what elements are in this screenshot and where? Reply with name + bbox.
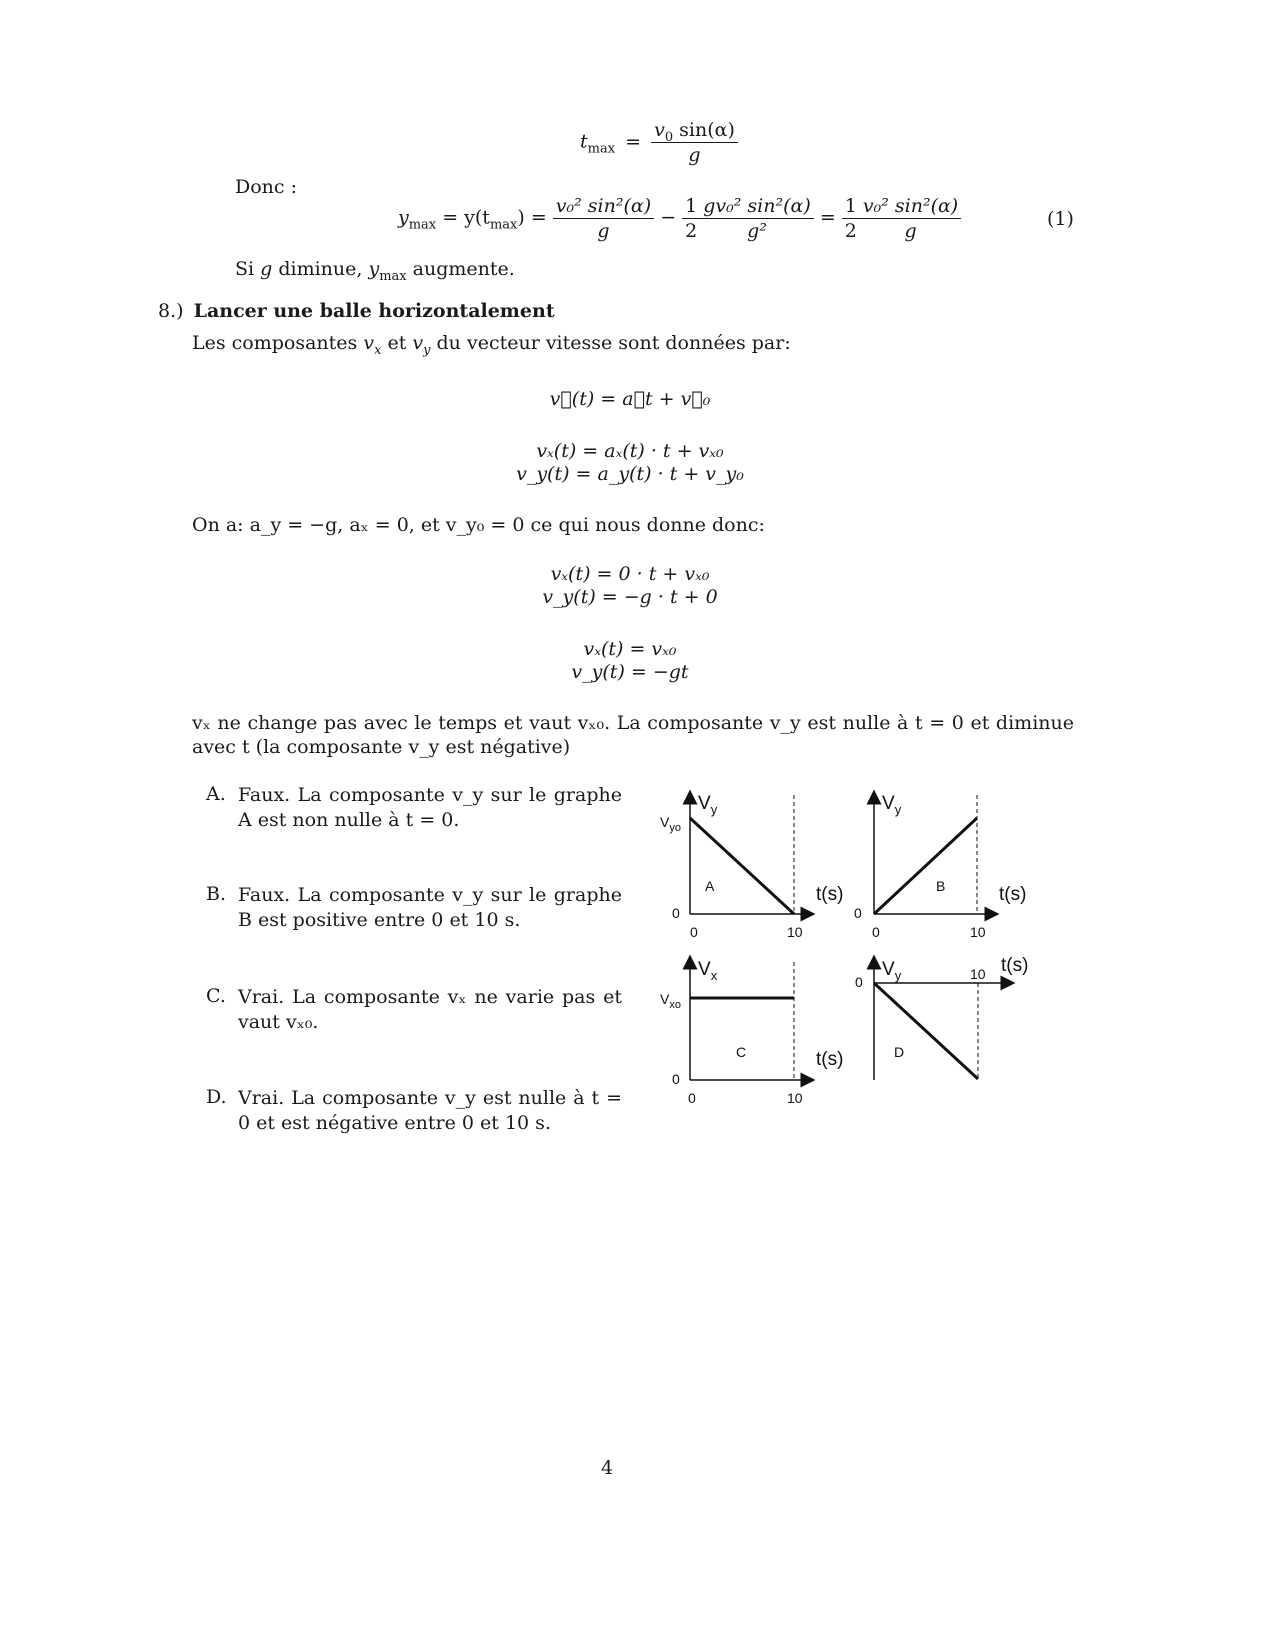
- section-title: Lancer une balle horizontalement: [193, 300, 555, 322]
- graph-a-line: [690, 818, 794, 914]
- option-b: B. Faux. La composante v_y sur le graphe B est positive entre 0 et 10 s.: [206, 883, 622, 931]
- equation-number: (1): [1047, 208, 1074, 230]
- graph-a-x10: 10: [787, 924, 803, 940]
- graph-c-ylabel: $V_x$: [698, 959, 718, 983]
- graph-c-x10: 10: [787, 1090, 803, 1106]
- si-g-text: Si g diminue, $y_{max}$ augmente.: [235, 258, 515, 284]
- graph-c-t-label: t(s): [816, 1049, 844, 1070]
- equation-ymax: $y_{max} = y(t_{max})$ = $\frac{\text{v₀² sin²(α)}}{g}$ − $\frac{1}{2}$ $\frac{\text{gv₀² sin²(α)}}{\text{g²}}$ = $\frac{1}{2}$ $\frac{\text{v₀² sin²(α)}}{g}$: [398, 194, 958, 243]
- equation-vy-final: v_y(t) = −gt: [571, 661, 689, 683]
- graph-b-ylabel: $V_y$: [882, 793, 902, 817]
- graph-d-line: [874, 983, 978, 1079]
- intro-text: Les composantes $v_x$ et $v_y$ du vecteur vitesse sont données par:: [192, 332, 791, 358]
- graph-a-ylabel: $V_y$: [698, 793, 718, 817]
- graph-a-origin: 0: [672, 905, 680, 921]
- graph-b-line: [874, 818, 977, 914]
- on-a-text: On a: a_y = −g, aₓ = 0, et v_y₀ = 0 ce qui nous donne donc:: [192, 514, 765, 536]
- graph-c-label: C: [736, 1044, 747, 1060]
- section-number: 8.): [158, 300, 184, 322]
- graph-c-origin: 0: [672, 1071, 680, 1087]
- graph-b-x0: 0: [872, 924, 880, 940]
- equation-vy-general: v_y(t) = a_y(t) · t + v_y₀: [516, 463, 744, 485]
- page-number: 4: [600, 1457, 614, 1479]
- graph-a-t-label: t(s): [816, 884, 844, 905]
- option-d: D. Vrai. La composante v_y est nulle à t = 0 et est négative entre 0 et 10 s.: [206, 1086, 622, 1134]
- graph-d-x10: 10: [970, 966, 986, 982]
- velocity-graphs-figure: [650, 785, 1050, 1115]
- graph-d-origin: 0: [855, 974, 863, 990]
- graph-d-ylabel: $V_y$: [882, 959, 902, 983]
- equation-vx-final: vₓ(t) = vₓ₀: [583, 638, 677, 660]
- graph-d-t-label: t(s): [1001, 955, 1029, 976]
- equation-vector: v⃗(t) = a⃗t + v⃗₀: [549, 388, 711, 410]
- graph-b-origin: 0: [854, 905, 862, 921]
- option-a: A. Faux. La composante v_y sur le graphe A est non nulle à t = 0.: [206, 783, 622, 831]
- equation-vx-general: vₓ(t) = aₓ(t) · t + vₓ₀: [536, 440, 724, 462]
- graph-a-x0: 0: [690, 924, 698, 940]
- donc-text: Donc :: [235, 176, 297, 198]
- explanation-paragraph: vₓ ne change pas avec le temps et vaut vₓ₀. La composante v_y est nulle à t = 0 et diminue avec t (la composante v_y est négative): [192, 712, 1074, 758]
- equation-vx-sub: vₓ(t) = 0 · t + vₓ₀: [550, 563, 710, 585]
- graph-b-label: B: [936, 878, 946, 894]
- graph-b-t-label: t(s): [999, 884, 1027, 905]
- graph-c: [660, 959, 843, 1106]
- graph-d-label: D: [894, 1044, 905, 1060]
- equation-tmax: $t_{max}$ = $\frac{v_0 \sin(\alpha)}{g}$: [580, 118, 780, 167]
- section-heading: [158, 300, 555, 322]
- option-c: C. Vrai. La composante vₓ ne varie pas et vaut vₓ₀.: [206, 985, 622, 1033]
- graph-b: [854, 793, 1026, 940]
- graph-c-start-label: $V_{xo}$: [660, 991, 681, 1011]
- graph-a-start-label: $V_{yo}$: [660, 814, 681, 834]
- graph-d: [855, 955, 1028, 1080]
- graph-a: [660, 793, 843, 940]
- graph-c-x0: 0: [688, 1090, 696, 1106]
- equation-vy-sub: v_y(t) = −g · t + 0: [542, 586, 718, 608]
- graph-b-x10: 10: [970, 924, 986, 940]
- graph-a-label: A: [705, 878, 715, 894]
